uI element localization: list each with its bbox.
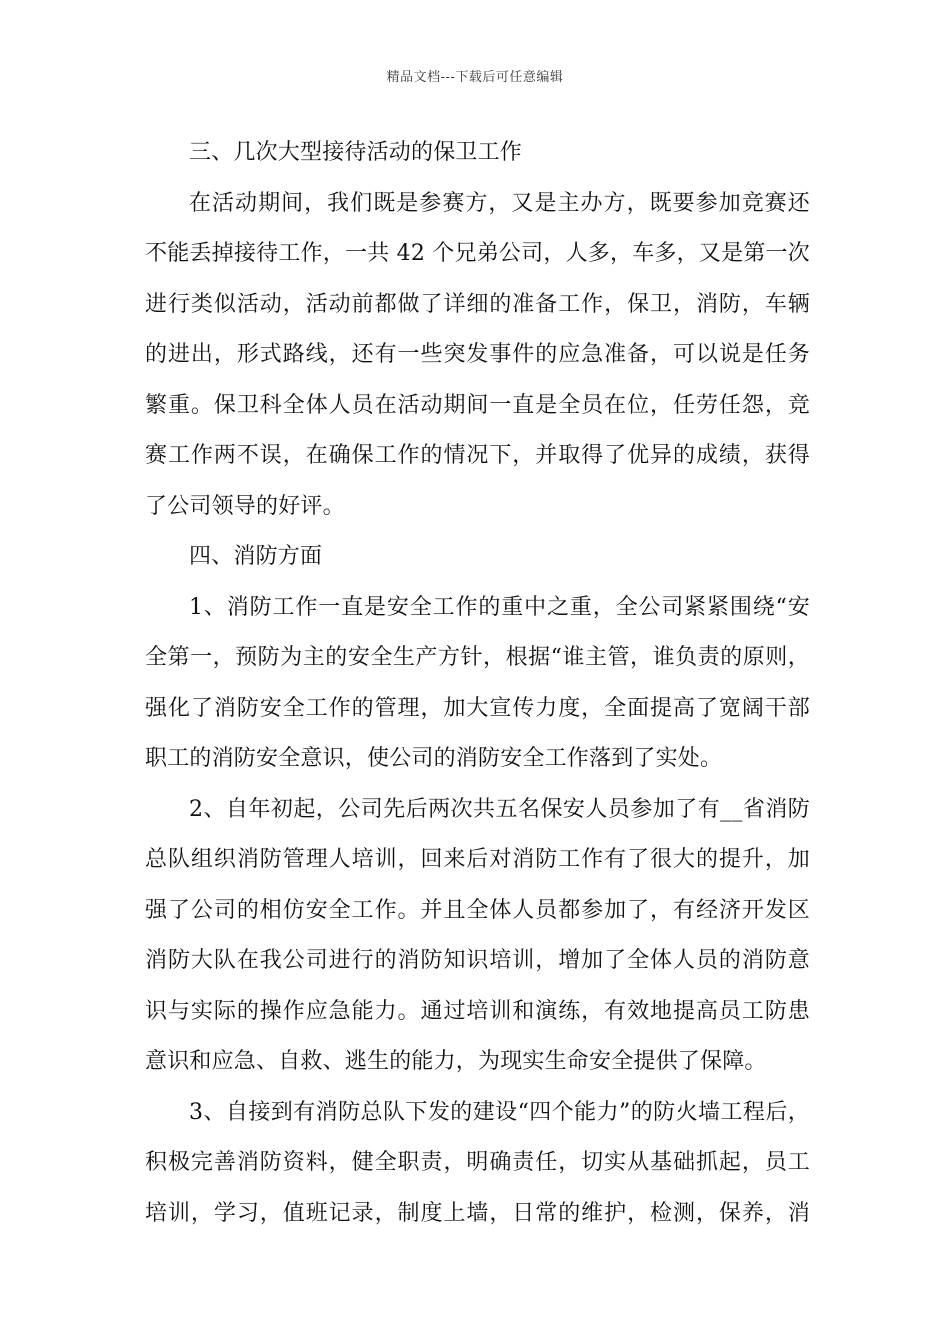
- paragraph-line: 了公司领导的好评。: [145, 493, 345, 519]
- paragraph-line: 繁重。保卫科全体人员在活动期间一直是全员在位，任劳任怨，竞: [145, 392, 810, 418]
- paragraph-line: 赛工作两不误，在确保工作的情况下，并取得了优异的成绩，获得: [145, 443, 810, 468]
- paragraph-line: 培训，学习，值班记录，制度上墙，日常的维护，检测，保养，消: [145, 1200, 810, 1226]
- paragraph-line: 强了公司的相仿安全工作。并且全体人员都参加了，有经济开发区: [145, 897, 810, 923]
- paragraph-line: 职工的消防安全意识，使公司的消防安全工作落到了实处。: [145, 746, 723, 771]
- paragraph-line: 消防大队在我公司进行的消防知识培训，增加了全体人员的消防意: [145, 948, 810, 973]
- document-body: [145, 128, 810, 1239]
- paragraph-line: 的进出，形式路线，还有一些突发事件的应急准备，可以说是任务: [145, 342, 810, 367]
- paragraph-line: 积极完善消防资料，健全职责，明确责任，切实从基础抓起，员工: [145, 1150, 810, 1175]
- paragraph-line: 全第一，预防为主的安全生产方针，根据“谁主管，谁负责的原则，: [145, 645, 810, 670]
- section-heading-3: 三、几次大型接待活动的保卫工作: [189, 140, 523, 165]
- paragraph-line: 2、自年初起，公司先后两次共五名保安人员参加了有__省消防: [189, 796, 810, 822]
- paragraph-line: 进行类似活动，活动前都做了详细的准备工作，保卫，消防，车辆: [145, 291, 810, 317]
- paragraph-line: 总队组织消防管理人培训，回来后对消防工作有了很大的提升，加: [145, 847, 810, 872]
- paragraph-line: 强化了消防安全工作的管理，加大宣传力度，全面提高了宽阔干部: [145, 695, 810, 721]
- paragraph-line: 不能丢掉接待工作，一共 42 个兄弟公司，人多，车多，又是第一次: [145, 241, 810, 266]
- page-header: 精品文档---下载后可任意编辑: [386, 70, 564, 85]
- paragraph-line: 1、消防工作一直是安全工作的重中之重，全公司紧紧围绕“安: [189, 594, 810, 620]
- section-heading-4: 四、消防方面: [189, 544, 323, 569]
- paragraph-line: 在活动期间，我们既是参赛方，又是主办方，既要参加竞赛还: [189, 190, 810, 216]
- paragraph-line: 意识和应急、自救、逃生的能力，为现实生命安全提供了保障。: [145, 1049, 767, 1074]
- paragraph-line: 识与实际的操作应急能力。通过培训和演练，有效地提高员工防患: [145, 998, 810, 1024]
- paragraph-line: 3、自接到有消防总队下发的建设“四个能力”的防火墙工程后，: [189, 1099, 810, 1125]
